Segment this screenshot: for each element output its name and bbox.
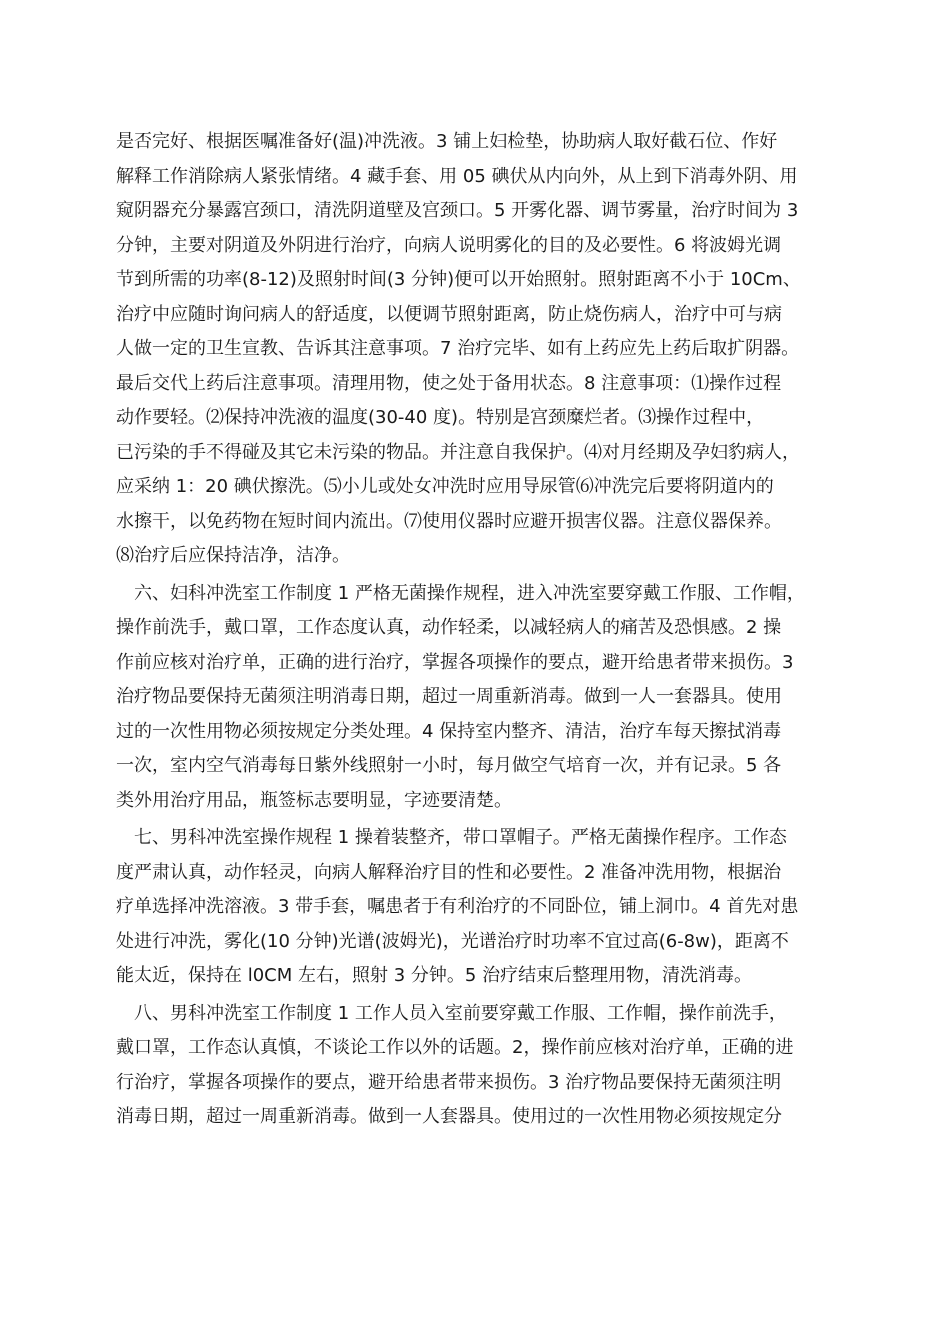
- text-line: 一次，室内空气消毒每日紫外线照射一小时，每月做空气培育一次，并有记录。5 各: [116, 755, 782, 776]
- document-body: [116, 125, 836, 1135]
- paragraph-continuation: [116, 125, 836, 574]
- text-line: 作前应核对治疗单，正确的进行治疗，掌握各项操作的要点，避开给患者带来损伤。3: [116, 651, 794, 673]
- text-line: 度严肃认真，动作轻灵，向病人解释治疗目的性和必要性。2 准备冲洗用物，根据治: [116, 861, 782, 883]
- text-line: 窥阴器充分暴露宫颈口，清洗阴道壁及宫颈口。5 开雾化器、调节雾量，治疗时间为 3: [116, 200, 799, 221]
- text-line: 节到所需的功率(8-12)及照射时间(3 分钟)便可以开始照射。照射距离不小于 10Cm、: [116, 269, 801, 290]
- text-line: 分钟，主要对阴道及外阴进行治疗，向病人说明雾化的目的及必要性。6 将波姆光调: [116, 234, 782, 256]
- text-line: 治疗中应随时询问病人的舒适度，以便调节照射距离，防止烧伤病人，治疗中可与病: [116, 303, 782, 325]
- text-line: 操作前洗手，戴口罩，工作态度认真，动作轻柔，以减轻病人的痛苦及恐惧感。2 操: [116, 617, 782, 638]
- text-line: 最后交代上药后注意事项。清理用物，使之处于备用状态。8 注意事项：⑴操作过程: [116, 372, 782, 394]
- text-line: 行治疗，掌握各项操作的要点，避开给患者带来损伤。3 治疗物品要保持无菌须注明: [116, 1071, 782, 1093]
- text-line: 过的一次性用物必须按规定分类处理。4 保持室内整齐、清洁，治疗车每天擦拭消毒: [116, 720, 782, 742]
- text-line: 已污染的手不得碰及其它未污染的物品。并注意自我保护。⑷对月经期及孕妇豹病人，: [116, 441, 800, 463]
- text-line: ⑻治疗后应保持洁净，洁净。: [116, 545, 350, 566]
- text-line: 能太近，保持在 l0CM 左右，照射 3 分钟。5 治疗结束后整理用物，清洗消毒。: [116, 965, 753, 986]
- text-line: 疗单选择冲洗溶液。3 带手套，嘱患者于有利治疗的不同卧位，铺上洞巾。4 首先对患: [116, 896, 799, 917]
- text-line: 解释工作消除病人紧张情绪。4 藏手套、用 05 碘伏从内向外，从上到下消毒外阴、用: [116, 165, 798, 187]
- text-line: 水擦干，以免药物在短时间内流出。⑺使用仪器时应避开损害仪器。注意仪器保养。: [116, 510, 782, 532]
- paragraph-section-8: [116, 997, 836, 1135]
- text-line: 七、男科冲洗室操作规程 1 操着装整齐，带口罩帽子。严格无菌操作程序。工作态: [116, 827, 787, 848]
- text-line: 八、男科冲洗室工作制度 1 工作人员入室前要穿戴工作服、工作帽，操作前洗手，: [116, 1002, 787, 1024]
- text-line: 类外用治疗用品，瓶签标志要明显，字迹要清楚。: [116, 789, 512, 811]
- text-line: 戴口罩，工作态认真慎，不谈论工作以外的话题。2，操作前应核对治疗单，正确的进: [116, 1037, 794, 1058]
- text-line: 消毒日期，超过一周重新消毒。做到一人套器具。使用过的一次性用物必须按规定分: [116, 1106, 782, 1127]
- text-line: 六、妇科冲洗室工作制度 1 严格无菌操作规程，进入冲洗室要穿戴工作服、工作帽，: [116, 582, 805, 604]
- text-line: 治疗物品要保持无菌须注明消毒日期，超过一周重新消毒。做到一人一套器具。使用: [116, 686, 782, 707]
- text-line: 是否完好、根据医嘱准备好(温)冲洗液。3 铺上妇检垫，协助病人取好截石位、作好: [116, 131, 778, 152]
- paragraph-section-7: [116, 821, 836, 994]
- text-line: 动作要轻。⑵保持冲洗液的温度(30-40 度)。特别是宫颈糜烂者。⑶操作过程中，: [116, 407, 765, 428]
- text-line: 处进行冲洗，雾化(10 分钟)光谱(波姆光)，光谱治疗时功率不宜过高(6-8w)，距离不: [116, 930, 789, 952]
- text-line: 应采纳 1：20 碘伏擦洗。⑸小儿或处女冲洗时应用导尿管⑹冲洗完后要将阴道内的: [116, 476, 774, 497]
- paragraph-section-6: [116, 577, 836, 819]
- text-line: 人做一定的卫生宣教、告诉其注意事项。7 治疗完毕、如有上药应先上药后取扩阴器。: [116, 338, 800, 359]
